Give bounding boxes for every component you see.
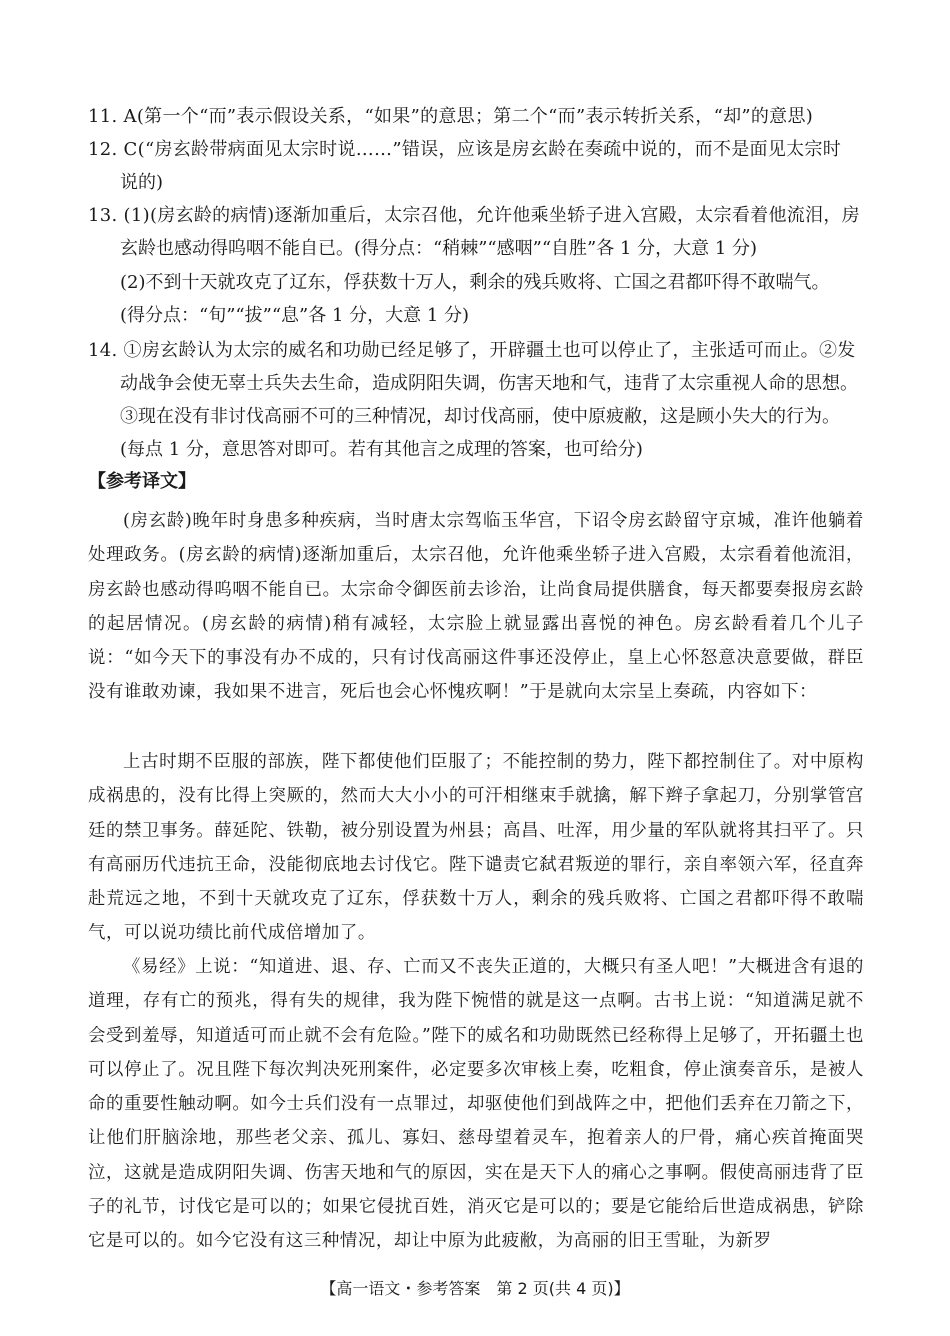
answer-12-line2: 说的) <box>120 172 164 193</box>
answer-14-line2: 动战争会使无辜士兵失去生命，造成阴阳失调，伤害天地和气，违背了太宗重视人命的思想。 <box>120 373 858 394</box>
translation-para-2: 上古时期不臣服的部族，陛下都使他们臣服了；不能控制的势力，陛下都控制住了。对中原构成祸患的，没有比得上突厥的，然而大大小小的可汗相继束手就擒，解下辫子拿起刀，分别掌管宫廷的禁卫事务。薛延陀、铁勒，被分别设置为州县；高昌、吐浑，用少量的军队就将其扫平了。只有高丽历代违抗王命，没能彻底地去讨伐它。陛下谴责它弑君叛逆的罪行，亲自率领六军，径直奔赴荒远之地，不到十天就攻克了辽东，俘获数十万人，剩余的残兵败将、亡国之君都吓得不敢喘气，可以说功绩比前代成倍增加了。 <box>88 752 864 944</box>
answer-13-1-line1: 13. (1)(房玄龄的病情)逐渐加重后，太宗召他，允许他乘坐轿子进入宫殿，太宗看着他流泪，房 <box>88 205 860 226</box>
answer-14-line3: ③现在没有非讨伐高丽不可的三种情况，却讨伐高丽，使中原疲敝，这是顾小失大的行为。 <box>120 406 840 427</box>
answer-14-line4: (每点 1 分，意思答对即可。若有其他言之成理的答案，也可给分) <box>120 439 643 460</box>
answer-12-line1: 12. C(“房玄龄带病面见太宗时说……”错误，应该是房玄龄在奏疏中说的，而不是面见太宗时 <box>88 139 842 160</box>
answer-11: 11. A(第一个“而”表示假设关系，“如果”的意思；第二个“而”表示转折关系，“却”的意思) <box>88 106 814 127</box>
answer-13-2-line1: (2)不到十天就攻克了辽东，俘获数十万人，剩余的残兵败将、亡国之君都吓得不敢喘气。 <box>120 272 830 293</box>
answer-13-1-line2: 玄龄也感动得呜咽不能自已。(得分点：“稍棘”“感咽”“自胜”各 1 分，大意 1 分) <box>120 238 758 259</box>
answer-13-2-line2: (得分点：“旬”“拔”“息”各 1 分，大意 1 分) <box>120 305 470 326</box>
answer-14-line1: 14. ①房玄龄认为太宗的威名和功勋已经足够了，开辟疆土也可以停止了，主张适可而止。②发 <box>88 340 856 361</box>
translation-heading: 【参考译文】 <box>88 471 196 492</box>
page-footer: 【高一语文・参考答案 第 2 页(共 4 页)】 <box>320 1279 630 1298</box>
translation-para-3: 《易经》上说：“知道进、退、存、亡而又不丧失正道的，大概只有圣人吧！”大概进含有退的道理，存有亡的预兆，得有失的规律，我为陛下惋惜的就是这一点啊。古书上说：“知道满足就不会受到羞辱，知道适可而止就不会有危险。”陛下的威名和功勋既然已经称得上足够了，开拓疆土也可以停止了。况且陛下每次判决死刑案件，必定要多次审核上奏，吃粗食，停止演奏音乐，是被人命的重要性触动啊。如今士兵们没有一点罪过，却驱使他们到战阵之中，把他们丢弃在刀箭之下，让他们肝脑涂地，那些老父亲、孤儿、寡妇、慈母望着灵车，抱着亲人的尸骨，痛心疾首掩面哭泣，这就是造成阴阳失调、伤害天地和气的原因，实在是天下人的痛心之事啊。假使高丽违背了臣子的礼节，讨伐它是可以的；如果它侵扰百姓，消灭它是可以的；要是它能给后世造成祸患，铲除它是可以的。如今它没有这三种情况，却让中原为此疲敝，为高丽的旧王雪耻，为新罗 <box>88 957 864 1252</box>
translation-para-1: (房玄龄)晚年时身患多种疾病，当时唐太宗驾临玉华宫，下诏令房玄龄留守京城，准许他躺着处理政务。(房玄龄的病情)逐渐加重后，太宗召他，允许他乘坐轿子进入宫殿，太宗看着他流泪，房玄龄也感动得呜咽不能自已。太宗命令御医前去诊治，让尚食局提供膳食，每天都要奏报房玄龄的起居情况。(房玄龄的病情)稍有减轻，太宗脸上就显露出喜悦的神色。房玄龄看着几个儿子说：“如今天下的事没有办不成的，只有讨伐高丽这件事还没停止，皇上心怀怒意决意要做，群臣没有谁敢劝谏，我如果不进言，死后也会心怀愧疚啊！”于是就向太宗呈上奏疏，内容如下： <box>88 511 864 703</box>
